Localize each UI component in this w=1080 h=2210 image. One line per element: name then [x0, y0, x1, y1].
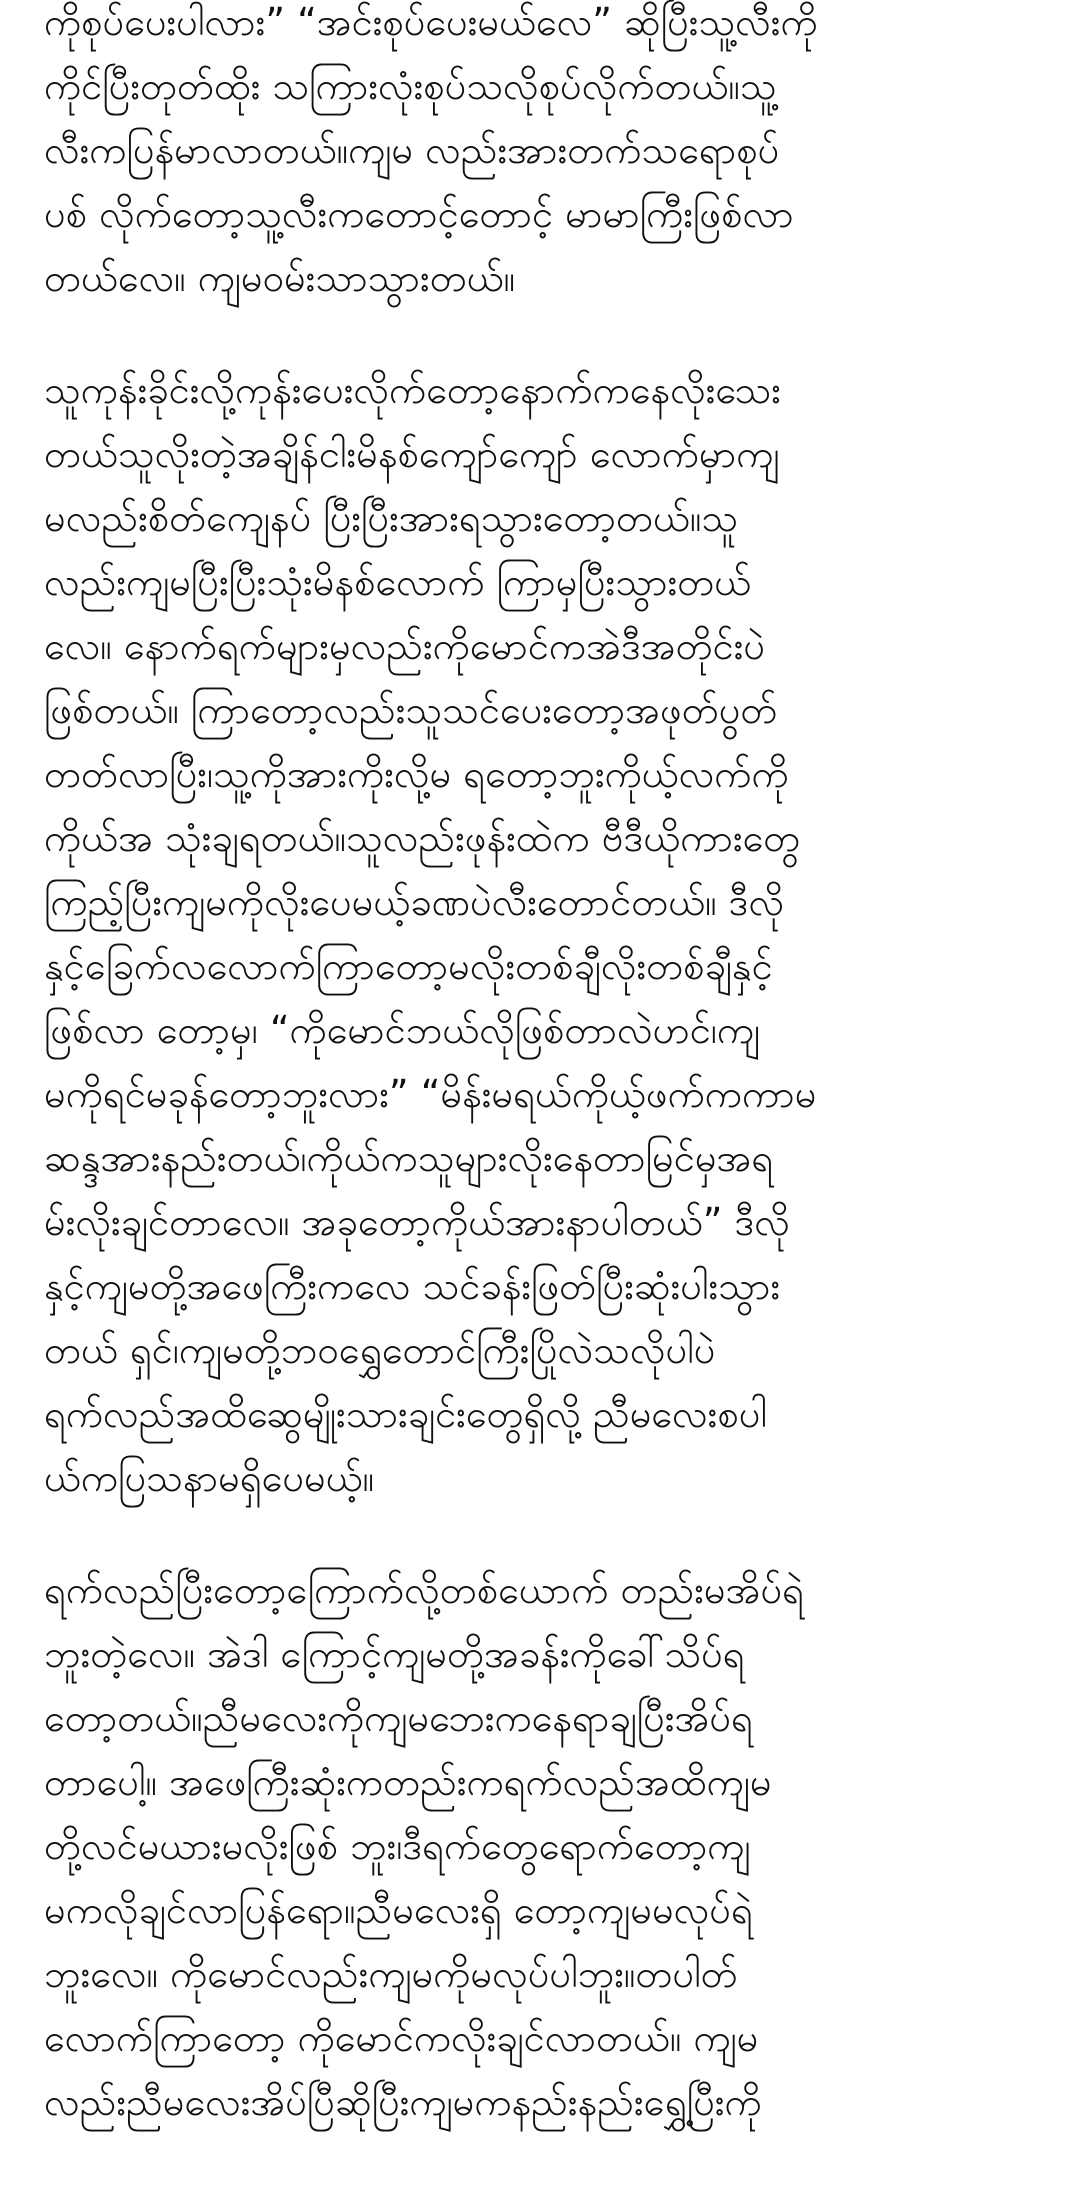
text-line: တတ်လာပြီး၊သူ့ကိုအားကိုးလို့မ ရတော့ဘူးကိုယ့်လက်ကို	[44, 752, 789, 796]
text-line: မလည်းစိတ်ကျေနပ် ပြီးပြီးအားရသွားတော့တယ်။သူ	[44, 496, 739, 540]
text-line: ဆန္ဒအားနည်းတယ်၊ကိုယ်ကသူများလိုးနေတာမြင်မှအရ	[44, 1136, 774, 1180]
text-line: တာပေါ့။ အဖေကြီးဆုံးကတည်းကရက်လည်အထိကျမ	[44, 1760, 772, 1804]
text-line: လည်းကျမပြီးပြီးသုံးမိနစ်လောက် ကြာမှပြီးသွားတယ်	[44, 560, 752, 604]
text-line: နှင့်ကျမတို့အဖေကြီးကလေ သင်ခန်းဖြတ်ပြီးဆုံးပါးသွား	[44, 1264, 781, 1308]
text-line: ရက်လည်ပြီးတော့ကြောက်လို့တစ်ယောက် တည်းမအိပ်ရဲ	[44, 1568, 804, 1612]
paragraph-2	[44, 358, 1036, 1510]
text-line: မကိုရင်မခုန်တော့ဘူးလား” “မိန်းမရယ်ကိုယ့်ဖက်ကကာမ	[44, 1072, 817, 1116]
text-line: ကိုယ်အ သုံးချရတယ်။သူလည်းဖုန်းထဲက ဗီဒီယိုကားတွေ	[44, 816, 801, 860]
paragraph-gap	[44, 1510, 1036, 1558]
text-line: မ်းလိုးချင်တာလေ။ အခုတော့ကိုယ်အားနာပါတယ်” ဒီလို	[44, 1200, 790, 1244]
text-line: ဘူးတဲ့လေ။ အဲဒါ ကြောင့်ကျမတို့အခန်းကိုခေါ်သိပ်ရ	[44, 1632, 745, 1676]
text-line: ကြည့်ပြီးကျမကိုလိုးပေမယ့်ခဏပဲလီးတောင်တယ်။ ဒီလို	[44, 880, 785, 924]
text-line: ရက်လည်အထိဆွေမျိုးသားချင်းတွေရှိလို့ ညီမလေးစပါ	[44, 1392, 767, 1436]
text-line: သူကုန်းခိုင်းလို့ကုန်းပေးလိုက်တော့နောက်ကနေလိုးသေး	[44, 368, 781, 412]
text-line: လေ။ နောက်ရက်များမှလည်းကိုမောင်ကအဲဒီအတိုင်းပဲ	[44, 624, 766, 668]
text-line: တယ်သူလိုးတဲ့အချိန်ငါးမိနစ်ကျော်ကျော် လောက်မှာကျ	[44, 432, 780, 476]
text-line: တယ်လေ။ ကျမဝမ်းသာသွားတယ်။	[44, 256, 516, 300]
text-line: လီးကပြန်မာလာတယ်။ကျမ လည်းအားတက်သရောစုပ်	[44, 128, 780, 172]
text-line: တော့တယ်။ညီမလေးကိုကျမဘေးကနေရာချပြီးအိပ်ရ	[44, 1696, 753, 1740]
paragraph-3	[44, 1558, 1036, 2134]
text-line: လောက်ကြာတော့ ကိုမောင်ကလိုးချင်လာတယ်။ ကျမ	[44, 2016, 759, 2060]
text-line: နှင့်ခြေက်လလောက်ကြာတော့မလိုးတစ်ချီလိုးတစ်ချီနှင့်	[44, 944, 773, 988]
text-line: တို့လင်မယားမလိုးဖြစ် ဘူး၊ဒီရက်တွေရောက်တော့ကျ	[44, 1824, 751, 1868]
text-line: တယ် ရှင်၊ကျမတို့ဘဝရွှေတောင်ကြီးပြိုလဲသလိုပါပဲ	[44, 1328, 716, 1372]
text-line: ပစ် လိုက်တော့သူ့လီးကတောင့်တောင့် မာမာကြီးဖြစ်လာ	[44, 192, 794, 236]
text-line: ဖြစ်တယ်။ ကြာတော့လည်းသူသင်ပေးတော့အဖုတ်ပွတ်	[44, 688, 778, 732]
text-line: ယ်ကပြသနာမရှိပေမယ့်။	[44, 1456, 375, 1500]
text-line: ဖြစ်လာ တော့မှ၊ “ကိုမောင်ဘယ်လိုဖြစ်တာလဲဟင်၊ကျ	[44, 1008, 761, 1052]
text-line: ဘူးလေ။ ကိုမောင်လည်းကျမကိုမလုပ်ပါဘူး။တပါတ်	[44, 1952, 738, 1996]
paragraph-1	[44, 0, 1036, 310]
text-line: ကိုင်ပြီးတုတ်ထိုး သကြားလုံးစုပ်သလိုစုပ်လိုက်တယ်။သူ့	[44, 64, 777, 108]
paragraph-gap	[44, 310, 1036, 358]
text-line: မကလိုချင်လာပြန်ရော။ညီမလေးရှိ တော့ကျမမလုပ်ရဲ	[44, 1888, 753, 1932]
text-line: ကိုစုပ်ပေးပါလား” “အင်းစုပ်ပေးမယ်လေ” ဆိုပြီးသူ့လီးကို	[44, 0, 818, 44]
text-line: လည်းညီမလေးအိပ်ပြီဆိုပြီးကျမကနည်းနည်းရွှေ့ပြီးကို	[44, 2080, 762, 2124]
